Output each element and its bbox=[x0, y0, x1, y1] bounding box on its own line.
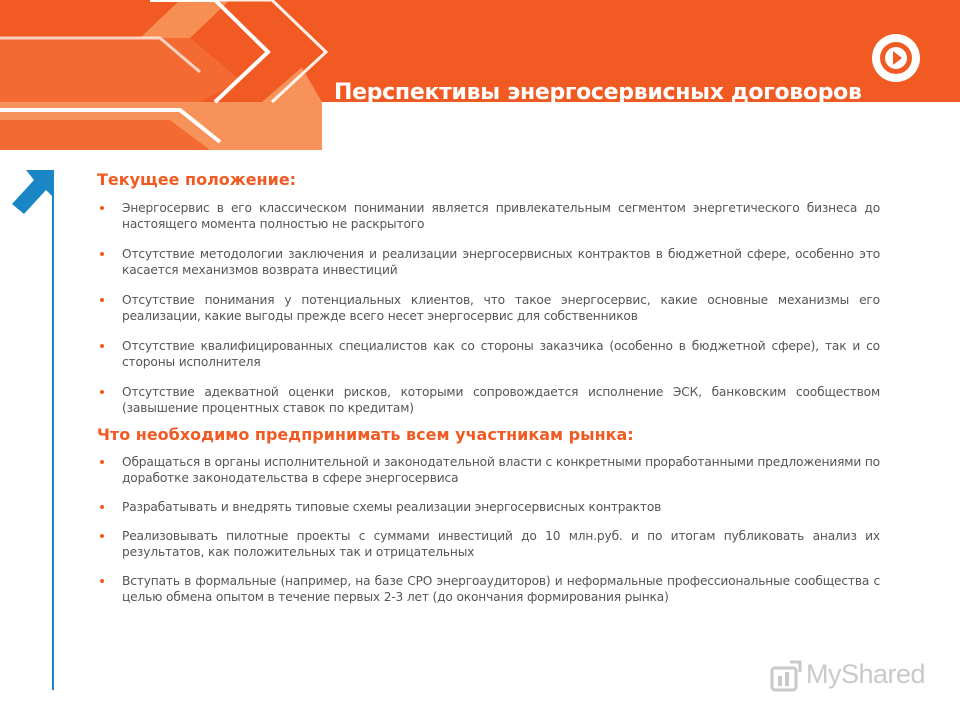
list-item: Вступать в формальные (например, на базе СРО энергоаудиторов) и неформальные профессиональные сообщества с целью обмена опытом в течение первых 2-3 лет (до окончания формирования рынка) bbox=[97, 573, 880, 605]
list-item: Отсутствие квалифицированных специалистов как со стороны заказчика (особенно в бюджетной сфере), так и со стороны исполнителя bbox=[97, 338, 880, 370]
watermark-text: MyShared bbox=[806, 659, 926, 689]
bullet-list-actions bbox=[97, 454, 880, 605]
list-item: Отсутствие методологии заключения и реализации энергосервисных контрактов в бюджетной сфере, особенно это касается механизмов возврата инвестиций bbox=[97, 246, 880, 278]
watermark-logo[interactable] bbox=[770, 656, 940, 696]
header-graphic bbox=[0, 0, 960, 150]
bullet-list-current bbox=[97, 200, 880, 416]
page-title: Перспективы энергосервисных договоров bbox=[334, 80, 862, 105]
play-button[interactable] bbox=[872, 34, 920, 82]
play-icon bbox=[872, 34, 920, 82]
sidebar-line bbox=[52, 172, 54, 690]
list-item: Отсутствие понимания у потенциальных клиентов, что такое энергосервис, какие основные механизмы его реализации, какие выгоды прежде всего несет энергосервис для собственников bbox=[97, 292, 880, 324]
list-item: Отсутствие адекватной оценки рисков, которыми сопровождается исполнение ЭСК, банковским сообществом (завышение процентных ставок по кредитам) bbox=[97, 384, 880, 416]
header-banner bbox=[0, 0, 960, 150]
list-item: Обращаться в органы исполнительной и законодательной власти с конкретными проработанными предложениями по доработке законодательства в сфере энергосервиса bbox=[97, 454, 880, 486]
arrow-up-right-icon bbox=[10, 170, 54, 216]
list-item: Энергосервис в его классическом понимании является привлекательным сегментом энергетического бизнеса до настоящего момента полностью не раскрытого bbox=[97, 200, 880, 232]
list-item: Реализовывать пилотные проекты с суммами инвестиций до 10 млн.руб. и по итогам публиковать анализ их результатов, как положительных так и отрицательных bbox=[97, 528, 880, 560]
section-heading-actions: Что необходимо предпринимать всем участникам рынка: bbox=[97, 425, 634, 444]
content bbox=[97, 170, 880, 618]
list-item: Разрабатывать и внедрять типовые схемы реализации энергосервисных контрактов bbox=[97, 499, 880, 515]
section-heading-current: Текущее положение: bbox=[97, 170, 297, 189]
myshared-logo-icon bbox=[770, 660, 804, 694]
